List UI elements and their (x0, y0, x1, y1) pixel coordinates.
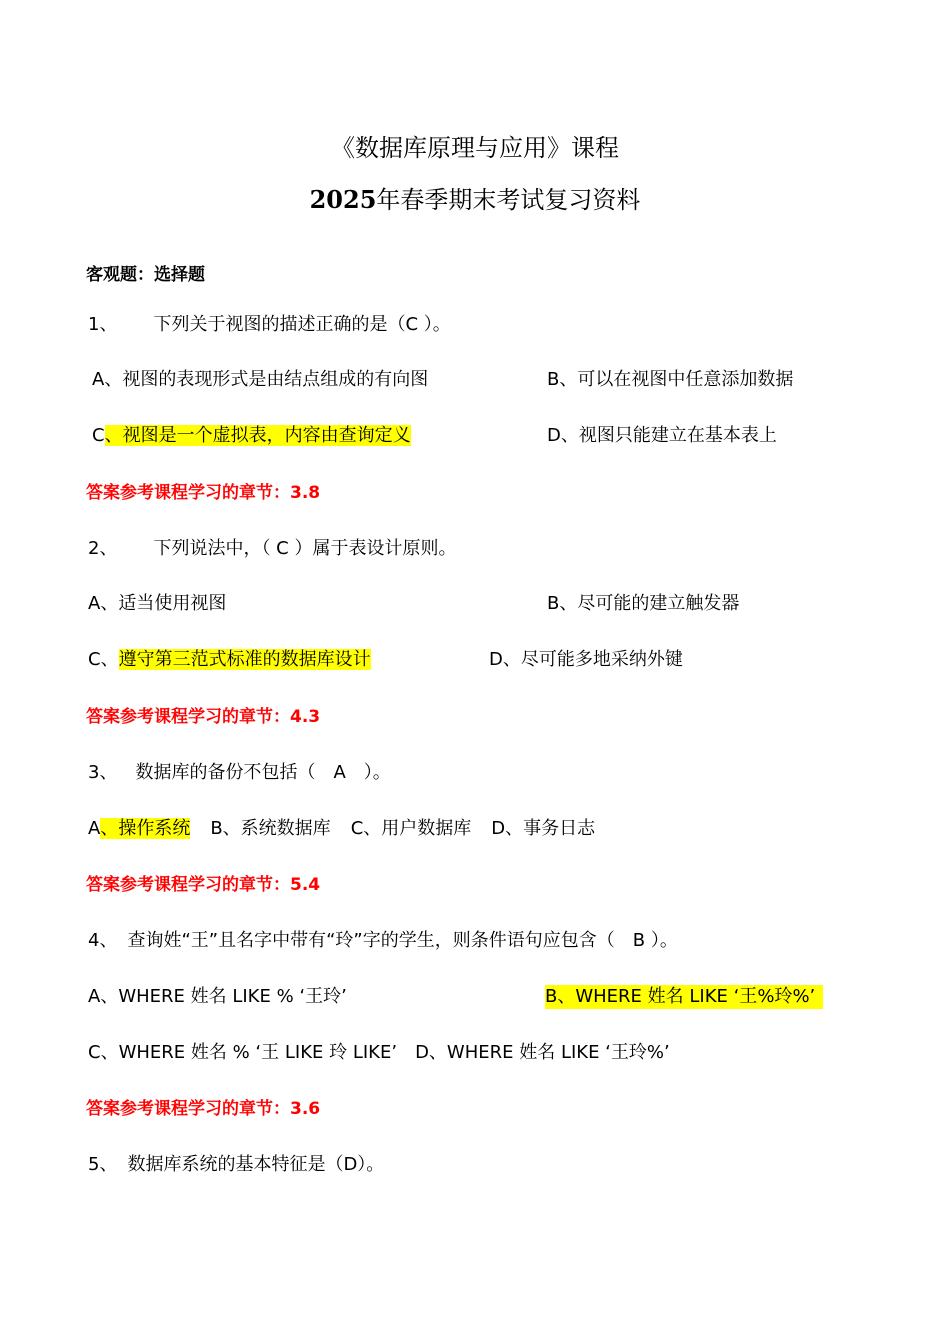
option-a-highlighted: 、操作系统 (100, 818, 191, 839)
question-number: 4、 (88, 930, 118, 951)
answer-reference: 答案参考课程学习的章节：3.8 (86, 483, 321, 503)
question-5 (88, 1153, 384, 1177)
answer-reference: 答案参考课程学习的章节：4.3 (86, 707, 321, 727)
question-1 (88, 313, 451, 337)
question-number: 2、 (88, 538, 118, 559)
option-d: D、事务日志 (491, 818, 596, 839)
question-stem: 数据库系统的基本特征是（D）。 (127, 1154, 385, 1175)
answer-reference: 答案参考课程学习的章节：3.6 (86, 1099, 321, 1119)
question-4 (88, 929, 678, 953)
question-3 (88, 761, 391, 785)
option-c: C、用户数据库 (350, 818, 472, 839)
option-b: B、系统数据库 (210, 818, 331, 839)
question-stem: 下列说法中，（ C ）属于表设计原则。 (153, 538, 457, 559)
question-number: 5、 (88, 1154, 118, 1175)
question-2 (88, 537, 456, 561)
options-row (88, 1041, 670, 1065)
question-stem: 查询姓“王”且名字中带有“玲”字的学生，则条件语句应包含（ B ）。 (127, 930, 678, 951)
option-c-letter: C (92, 425, 105, 446)
option-d: D、视图只能建立在基本表上 (547, 425, 777, 446)
subtitle-text: 年春季期末考试复习资料 (376, 186, 641, 214)
option-c-letter: C、 (88, 649, 119, 670)
option-a: A、适当使用视图 (88, 593, 227, 614)
question-stem: 下列关于视图的描述正确的是（C ）。 (153, 314, 451, 335)
option-d: D、尽可能多地采纳外键 (489, 649, 683, 670)
question-number: 1、 (88, 314, 118, 335)
option-b: B、尽可能的建立触发器 (547, 593, 740, 614)
option-a: A、视图的表现形式是由结点组成的有向图 (92, 369, 429, 390)
option-a: A、WHERE 姓名 LIKE % ‘王玲’ (88, 986, 347, 1007)
section-label: 客观题：选择题 (86, 265, 205, 285)
question-stem: 数据库的备份不包括（ A ）。 (135, 762, 391, 783)
option-d: D、WHERE 姓名 LIKE ‘王玲%’ (415, 1042, 670, 1063)
option-b: B、可以在视图中任意添加数据 (547, 369, 794, 390)
option-a-letter: A (88, 818, 101, 839)
option-c: C、WHERE 姓名 % ‘王 LIKE 玲 LIKE’ (88, 1042, 398, 1063)
answer-reference: 答案参考课程学习的章节：5.4 (86, 875, 321, 895)
question-number: 3、 (88, 762, 118, 783)
option-b-highlighted: B、WHERE 姓名 LIKE ‘王%玲%’ (545, 985, 823, 1009)
options-row (88, 817, 595, 841)
option-c-highlighted: 遵守第三范式标准的数据库设计 (118, 649, 371, 670)
option-c (88, 648, 371, 672)
document-subtitle (0, 184, 950, 216)
document-title: 《数据库原理与应用》课程 (331, 134, 619, 162)
option-c (92, 424, 411, 448)
option-c-highlighted: 、视图是一个虚拟表，内容由查询定义 (104, 425, 411, 446)
subtitle-year: 2025 (309, 185, 377, 214)
